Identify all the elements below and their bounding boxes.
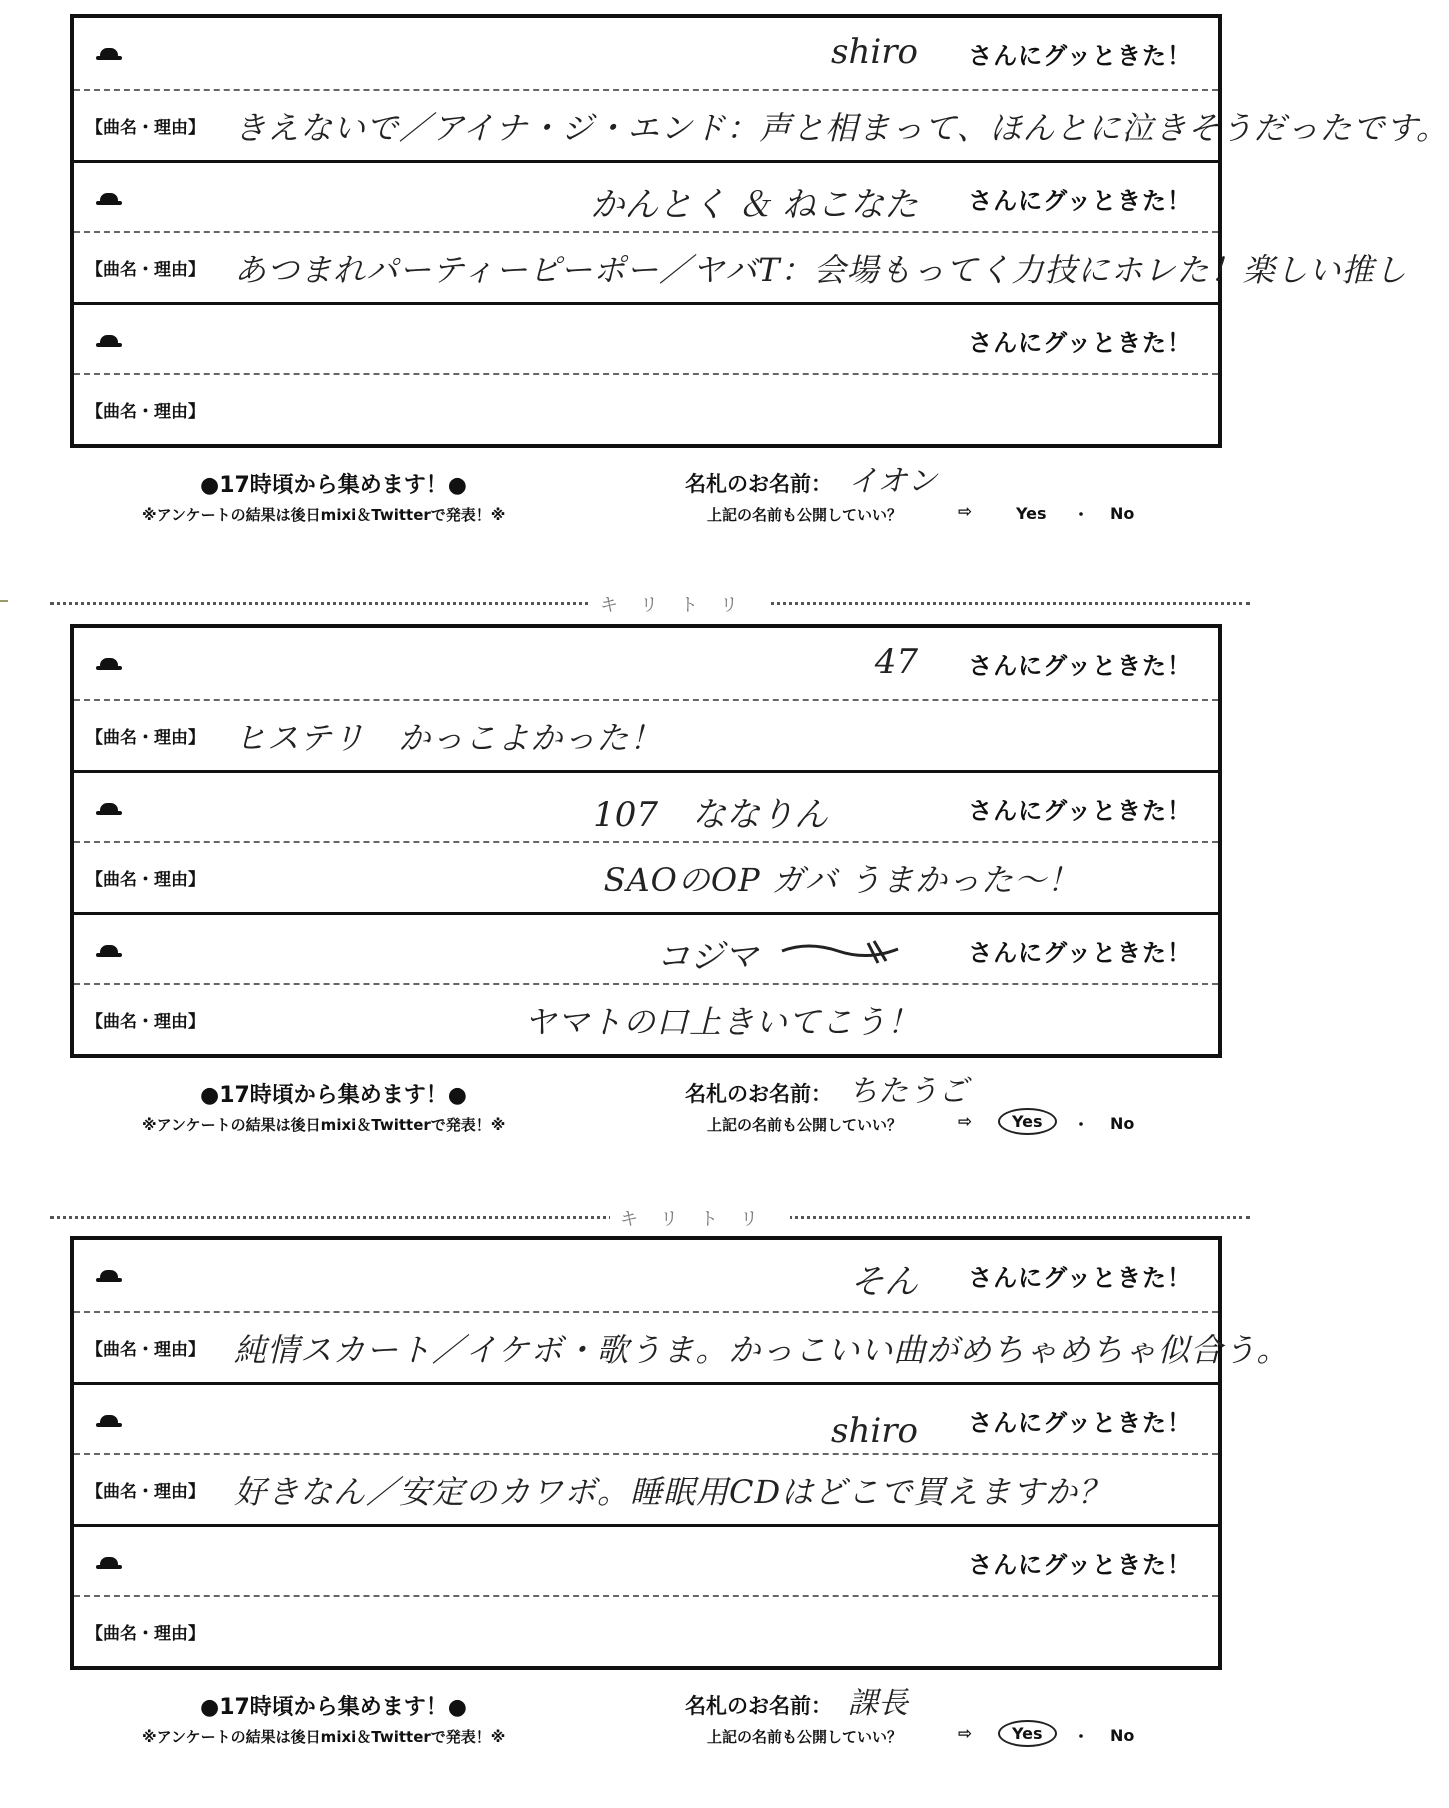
results-notice: ※アンケートの結果は後日mixi＆Twitterで発表！※ — [142, 1728, 506, 1746]
cut-line — [50, 595, 1250, 616]
arrow-right-icon: ⇨ — [958, 1112, 973, 1132]
hat-icon — [96, 1557, 122, 1569]
nominee-name: そん — [850, 1262, 918, 1302]
arrow-right-icon: ⇨ — [958, 502, 973, 522]
reason-row — [74, 1595, 1218, 1666]
reason-label: 【曲名・理由】 — [86, 1340, 205, 1360]
nominee-name: 107 ななりん — [593, 795, 828, 835]
reason-text: きえないで／アイナ・ジ・エンド：声と相まって、ほんとに泣きそうだったです。 — [234, 109, 1449, 147]
suffix-label: さんにグッときた！ — [968, 329, 1192, 357]
collect-time-text: ●17時頃から集めます！● — [200, 473, 468, 498]
yes-option[interactable]: Yes — [998, 1720, 1057, 1747]
nominee-row — [74, 628, 1218, 699]
no-option[interactable]: No — [1110, 1114, 1135, 1133]
reason-text: ヤマトの口上きいてこう！ — [523, 1003, 920, 1041]
name-tag-label: 名札のお名前： — [685, 1082, 832, 1106]
reason-row — [74, 373, 1218, 444]
hat-icon — [96, 335, 122, 347]
cut-line-label: キリトリ — [610, 1205, 790, 1231]
reason-text: 純情スカート／イケボ・歌うま。かっこいい曲がめちゃめちゃ似合う。 — [234, 1331, 1290, 1369]
hat-icon — [96, 48, 122, 60]
results-notice: ※アンケートの結果は後日mixi＆Twitterで発表！※ — [142, 1116, 506, 1134]
nominee-name: コジマ — [656, 937, 758, 977]
reason-label: 【曲名・理由】 — [86, 118, 205, 138]
reason-label: 【曲名・理由】 — [86, 1482, 205, 1502]
nominee-row — [74, 18, 1218, 89]
suffix-label: さんにグッときた！ — [968, 187, 1192, 215]
reason-label: 【曲名・理由】 — [86, 728, 205, 748]
yes-option[interactable]: Yes — [1016, 504, 1047, 523]
cut-line-label: キリトリ — [590, 591, 770, 617]
card-footer-3 — [70, 1686, 1222, 1760]
arrow-right-icon: ⇨ — [958, 1724, 973, 1744]
hat-icon — [96, 193, 122, 205]
separator-dot: ・ — [1073, 1115, 1090, 1134]
nominee-row — [74, 160, 1218, 231]
nominee-row — [74, 912, 1218, 983]
vote-card-3 — [70, 1236, 1290, 1670]
nominee-row — [74, 1382, 1218, 1453]
reason-row — [74, 1453, 1218, 1524]
results-notice: ※アンケートの結果は後日mixi＆Twitterで発表！※ — [142, 506, 506, 524]
reason-row — [74, 1311, 1290, 1382]
yes-option[interactable]: Yes — [998, 1108, 1057, 1135]
reason-text: SAOのOP ガバ うまかった～！ — [603, 861, 1080, 899]
card-footer-2 — [70, 1074, 1222, 1148]
name-tag-value: 課長 — [848, 1686, 908, 1721]
suffix-label: さんにグッときた！ — [968, 652, 1192, 680]
nominee-name: 47 — [874, 642, 918, 682]
reason-label: 【曲名・理由】 — [86, 1624, 205, 1644]
reason-row — [74, 699, 1218, 770]
cut-line — [50, 1209, 1250, 1230]
reason-text: あつまれパーティーピーポー／ヤバT：会場もってく力技にホレた！楽しい推し — [234, 251, 1408, 289]
reason-label: 【曲名・理由】 — [86, 260, 205, 280]
suffix-label: さんにグッときた！ — [968, 42, 1192, 70]
suffix-label: さんにグッときた！ — [968, 1264, 1192, 1292]
scribble-strikeout — [778, 937, 918, 967]
separator-dot: ・ — [1073, 505, 1090, 524]
no-option[interactable]: No — [1110, 504, 1135, 523]
public-question: 上記の名前も公開していい？ — [707, 506, 903, 524]
reason-row — [74, 841, 1218, 912]
nominee-row — [74, 1524, 1218, 1595]
public-question: 上記の名前も公開していい？ — [707, 1116, 903, 1134]
nominee-row — [74, 302, 1218, 373]
vote-card-2 — [70, 624, 1222, 1058]
collect-time-text: ●17時頃から集めます！● — [200, 1083, 468, 1108]
reason-row — [74, 983, 1218, 1054]
vote-card-1 — [70, 14, 1449, 448]
reason-row — [74, 89, 1449, 160]
collect-time-text: ●17時頃から集めます！● — [200, 1695, 468, 1720]
public-question: 上記の名前も公開していい？ — [707, 1728, 903, 1746]
reason-label: 【曲名・理由】 — [86, 1012, 205, 1032]
reason-text: ヒステリ かっこよかった！ — [234, 719, 663, 757]
hat-icon — [96, 945, 122, 957]
name-tag-label: 名札のお名前： — [685, 1694, 832, 1718]
suffix-label: さんにグッときた！ — [968, 939, 1192, 967]
nominee-row — [74, 1240, 1218, 1311]
reason-label: 【曲名・理由】 — [86, 402, 205, 422]
margin-mark — [0, 600, 8, 602]
nominee-name: かんとく ＆ ねこなた — [590, 185, 918, 225]
suffix-label: さんにグッときた！ — [968, 1551, 1192, 1579]
card-footer-1 — [70, 464, 1222, 538]
reason-text: 好きなん／安定のカワボ。睡眠用CDはどこで買えますか？ — [234, 1473, 1112, 1511]
nominee-name: shiro — [831, 1411, 918, 1451]
reason-label: 【曲名・理由】 — [86, 870, 205, 890]
nominee-name: shiro — [831, 32, 918, 72]
hat-icon — [96, 1415, 122, 1427]
hat-icon — [96, 658, 122, 670]
suffix-label: さんにグッときた！ — [968, 1409, 1192, 1437]
suffix-label: さんにグッときた！ — [968, 797, 1192, 825]
name-tag-value: イオン — [848, 464, 938, 499]
reason-row — [74, 231, 1408, 302]
name-tag-value: ちたうご — [848, 1074, 968, 1109]
separator-dot: ・ — [1073, 1727, 1090, 1746]
no-option[interactable]: No — [1110, 1726, 1135, 1745]
nominee-row — [74, 770, 1218, 841]
hat-icon — [96, 1270, 122, 1282]
name-tag-label: 名札のお名前： — [685, 472, 832, 496]
hat-icon — [96, 803, 122, 815]
